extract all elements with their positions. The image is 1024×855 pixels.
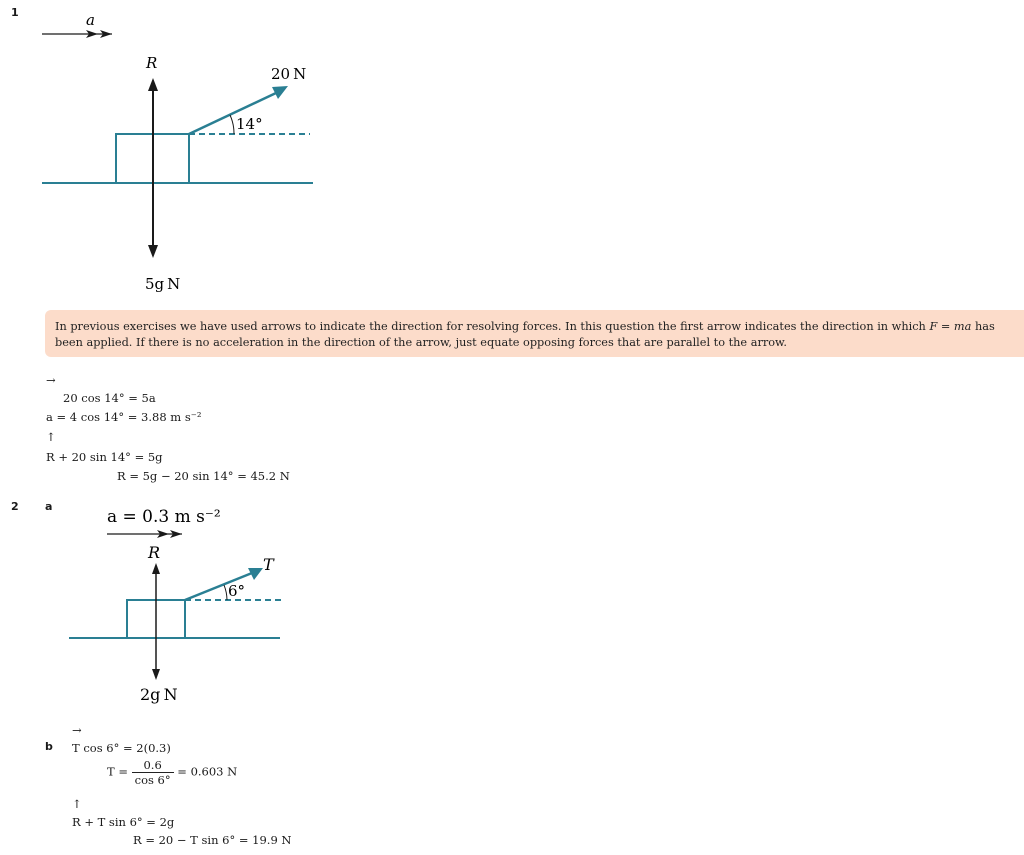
weight-arrowhead (148, 245, 158, 258)
q2-equation-3: R + T sin 6° = 2g (72, 815, 175, 829)
q1-force-diagram (30, 5, 330, 305)
q2-up-arrow: ↑ (72, 797, 82, 811)
angle-arc (230, 115, 234, 134)
note-text-before: In previous exercises we have used arrows to indicate the direction for resolving forces. In this question the first arrow indicates the direction in which (55, 320, 930, 333)
q2-right-arrow: → (72, 723, 82, 737)
part-a-label: a (45, 500, 53, 513)
fraction-numerator: 0.6 (132, 758, 174, 773)
acceleration-label: a = 0.3 m s⁻² (107, 507, 221, 527)
angle-arc (224, 585, 227, 600)
q2-equation-2-lhs: T = (107, 764, 128, 779)
angle-label: 14° (236, 115, 263, 133)
applied-force-arrow (189, 93, 276, 134)
q2-force-diagram (60, 500, 300, 710)
force-label: 20 N (271, 65, 307, 83)
reaction-arrowhead (152, 563, 160, 574)
question-number-1: 1 (11, 6, 19, 19)
q2-equation-2-rhs: = 0.603 N (177, 764, 238, 779)
fraction-denominator: cos 6° (134, 773, 171, 787)
note-formula: F = ma (929, 320, 972, 333)
acceleration-arrow (107, 530, 182, 538)
note-text-after: has been applied. If there is no acceleration in the direction of the arrow, just equate opposing forces that are parallel to the arrow. (55, 320, 995, 349)
q1-equation-1: 20 cos 14° = 5a (63, 391, 156, 405)
explanation-note (45, 310, 1024, 357)
q1-right-arrow: → (46, 373, 56, 387)
acceleration-arrow (42, 30, 112, 38)
q2-equation-2 (107, 758, 237, 787)
reaction-label: R (146, 54, 158, 72)
q2-fraction (132, 758, 174, 787)
reaction-label: R (148, 543, 161, 562)
q2-equation-4: R = 20 − T sin 6° = 19.9 N (133, 833, 292, 847)
part-b-label: b (45, 740, 53, 753)
question-number-2: 2 (11, 500, 19, 513)
q1-up-arrow: ↑ (46, 430, 56, 444)
q1-equation-4: R = 5g − 20 sin 14° = 45.2 N (117, 469, 290, 483)
q1-equation-3: R + 20 sin 14° = 5g (46, 450, 163, 464)
q2-equation-1: T cos 6° = 2(0.3) (72, 741, 171, 755)
weight-label: 2g N (140, 685, 178, 704)
angle-label: 6° (228, 582, 246, 600)
reaction-arrowhead (148, 78, 158, 91)
weight-label: 5g N (145, 275, 181, 293)
acceleration-label: a (86, 11, 95, 29)
q1-equation-2: a = 4 cos 14° = 3.88 m s⁻² (46, 410, 202, 424)
weight-arrowhead (152, 669, 160, 680)
tension-label: T (263, 555, 274, 574)
